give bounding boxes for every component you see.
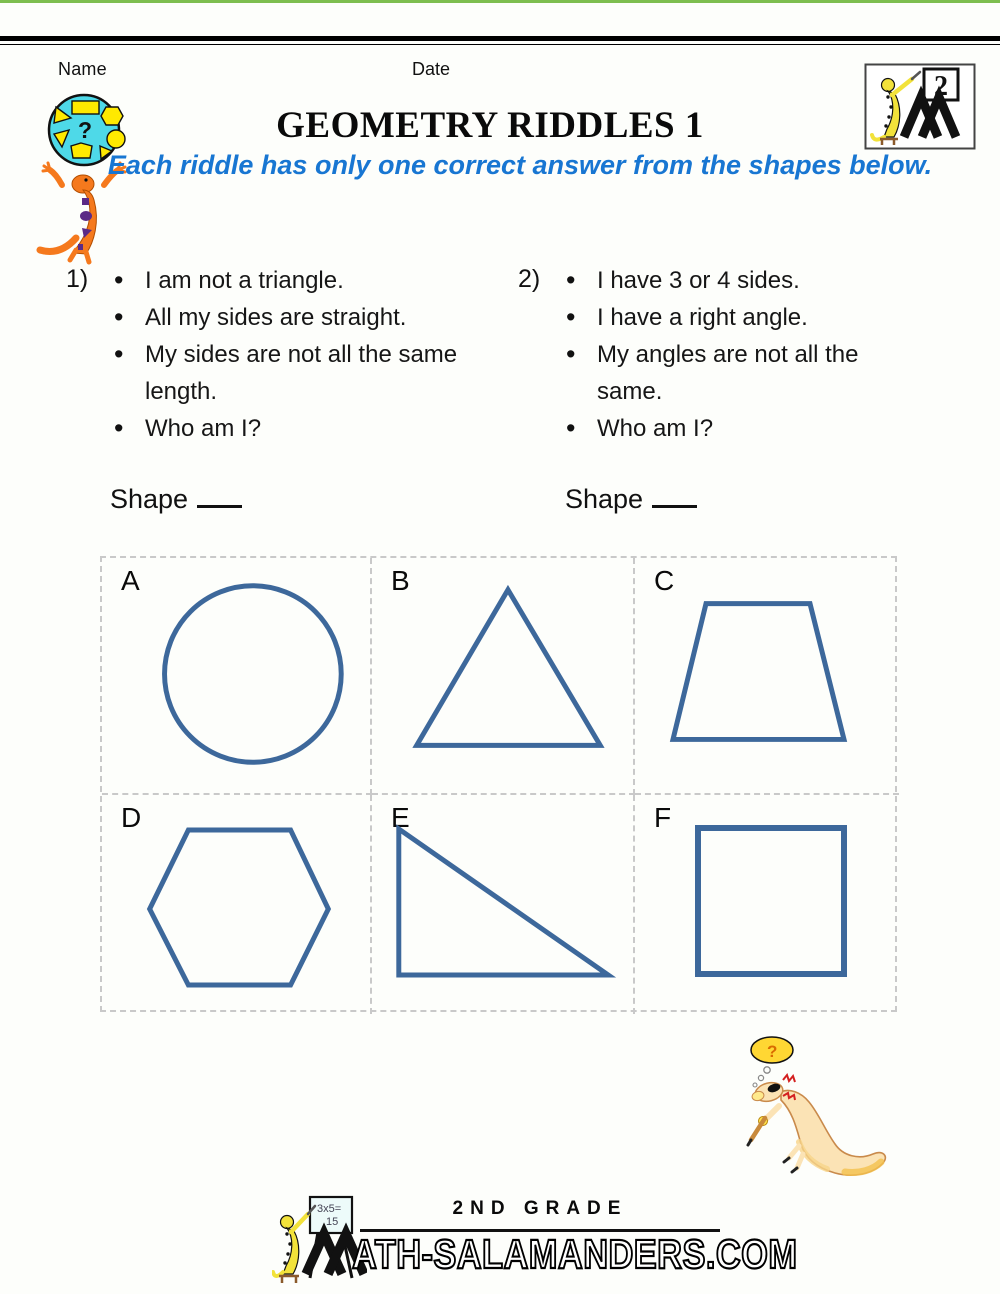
shape-cell-a <box>102 558 372 795</box>
shapes-grid <box>100 556 897 1012</box>
shape-cell-c <box>635 558 899 795</box>
riddle-2 <box>518 262 938 447</box>
shape-label-d: D <box>121 802 142 833</box>
site-name-text: ATH-SALAMANDERS.COM <box>352 1231 798 1277</box>
riddle-2-clue: • I have a right angle. <box>566 299 911 336</box>
thinking-salamander-icon <box>695 1030 910 1195</box>
riddle-1-answer-blank <box>110 484 242 515</box>
thinking-salamander-illustration <box>695 1030 910 1195</box>
shape-cell-d <box>102 795 372 1014</box>
shape-label-e: E <box>391 802 410 833</box>
riddle-1-answer-label: Shape <box>110 484 189 514</box>
shape-cell-f <box>635 795 899 1014</box>
riddle-1-answer-line <box>197 486 242 508</box>
date-label: Date <box>412 59 451 79</box>
right-triangle-shape <box>372 795 633 1014</box>
shape-label-b: B <box>391 565 410 596</box>
grade-2-math-badge-icon <box>864 63 976 150</box>
hexagon-shape <box>102 795 370 1014</box>
badge-grade-number: 2 <box>934 71 948 102</box>
top-green-line <box>0 0 1000 3</box>
riddle-2-clue: • Who am I? <box>566 410 911 447</box>
board-equation-line1: 3x5= <box>317 1203 342 1215</box>
grade-2-math-badge <box>864 63 976 150</box>
board-equation-line2: 15 <box>326 1216 339 1228</box>
riddle-1-clues <box>114 262 489 447</box>
footer-logo <box>272 1192 798 1287</box>
riddle-2-answer-line <box>652 486 697 508</box>
name-label: Name <box>58 59 107 79</box>
riddle-1-clue: • Who am I? <box>114 410 489 447</box>
header-rule-thick <box>0 36 1000 41</box>
triangle-shape <box>372 558 633 793</box>
shape-label-f: F <box>654 802 672 833</box>
riddle-1-clue: • All my sides are straight. <box>114 299 489 336</box>
riddle-2-answer-label: Shape <box>565 484 644 514</box>
header-rule-thin <box>0 44 1000 45</box>
riddle-2-clues <box>566 262 911 447</box>
riddle-2-clue: • My angles are not all the same. <box>566 336 911 410</box>
shape-label-a: A <box>121 565 140 596</box>
riddle-1-number: 1) <box>66 265 89 293</box>
shape-cell-e <box>372 795 635 1014</box>
riddle-2-answer-blank <box>565 484 697 515</box>
riddle-2-number: 2) <box>518 265 541 293</box>
circle-shape <box>102 558 370 793</box>
page-title: GEOMETRY RIDDLES 1 <box>276 105 704 146</box>
riddle-2-clue: • I have 3 or 4 sides. <box>566 262 911 299</box>
bubble-question-mark: ? <box>767 1042 778 1061</box>
shape-cell-b <box>372 558 635 795</box>
riddle-1-clue: • I am not a triangle. <box>114 262 489 299</box>
square-shape <box>635 795 899 1014</box>
shape-label-c: C <box>654 565 675 596</box>
riddle-1 <box>66 262 511 447</box>
subtitle: Each riddle has only one correct answer from the shapes below. <box>107 150 933 180</box>
logo-question-mark: ? <box>78 117 93 143</box>
trapezoid-shape <box>635 558 899 793</box>
riddle-1-clue: • My sides are not all the same length. <box>114 336 489 410</box>
grade-text: 2ND GRADE <box>452 1198 628 1219</box>
